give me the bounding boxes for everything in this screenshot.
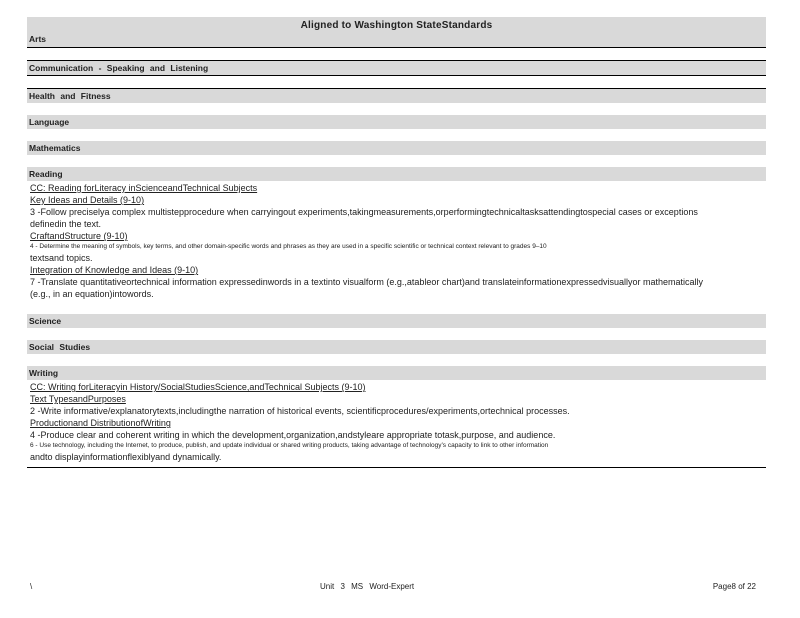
reading-item-3: 3 -Follow preciselya complex multistepprocedure when carryingout experiments,takingmeasurements,orperformingtechnicaltasksattendingtospecial cases or exceptions xyxy=(30,207,698,217)
reading-subheading-key-ideas: Key Ideas and Details (9-10) xyxy=(30,195,145,205)
category-reading: Reading xyxy=(27,167,766,181)
footer-center: Unit 3 MS Word-Expert xyxy=(320,582,415,591)
reading-item-4: 4 - Determine the meaning of symbols, key terms, and other domain-specific words and phrases as they are used in a specific scientific or technical context relevant to grades 9–10 xyxy=(30,243,547,250)
title-band xyxy=(27,17,766,47)
reading-item-7: 7 -Translate quantitativeortechnical information expressedinwords in a textinto visualform (e.g.,atableor chart)and translateinformationexpressedvisuallyor mathematically xyxy=(30,277,703,287)
category-social-studies: Social Studies xyxy=(27,340,766,354)
page-footer xyxy=(30,582,756,594)
writing-item-4: 4 -Produce clear and coherent writing in which the development,organization,andstyleare appropriate totask,purpose, and audience. xyxy=(30,430,556,440)
category-science: Science xyxy=(27,314,766,328)
reading-item-3-cont: definedin the text. xyxy=(30,219,102,229)
reading-item-7-cont: (e.g., in an equation)intowords. xyxy=(30,289,154,299)
writing-subheading-text-types: Text TypesandPurposes xyxy=(30,394,126,404)
page-title: Aligned to Washington StateStandards xyxy=(300,20,493,31)
category-health: Health and Fitness xyxy=(27,89,766,103)
footer-left: \ xyxy=(30,582,33,591)
category-writing: Writing xyxy=(27,366,766,380)
reading-item-4-cont: textsand topics. xyxy=(30,253,93,263)
writing-standards xyxy=(27,380,766,467)
category-mathematics: Mathematics xyxy=(27,141,766,155)
reading-subheading-craft: CraftandStructure (9-10) xyxy=(30,231,128,241)
writing-item-2: 2 -Write informative/explanatorytexts,includingthe narration of historical events, scientificprocedures/experiments,ortechnical processes. xyxy=(30,406,570,416)
standards-page xyxy=(27,17,766,468)
writing-item-6: 6 - Use technology, including the Internet, to produce, publish, and update individual or shared writing products, taking advantage of technology’s capacity to link to other information xyxy=(30,442,549,449)
divider xyxy=(27,467,766,468)
reading-subheading-integration: Integration of Knowledge and Ideas (9-10) xyxy=(30,265,199,275)
category-arts: Arts xyxy=(29,34,47,44)
writing-item-6-cont: andto displayinformationflexiblyand dynamically. xyxy=(30,452,222,462)
category-communication: Communication - Speaking and Listening xyxy=(27,61,766,75)
category-language: Language xyxy=(27,115,766,129)
writing-subheading-production: Productionand DistributionofWriting xyxy=(30,418,171,428)
reading-cc-title: CC: Reading forLiteracy inScienceandTechnical Subjects xyxy=(30,183,258,193)
reading-standards xyxy=(27,181,766,304)
footer-page-number: Page8 of 22 xyxy=(712,582,756,591)
writing-cc-title: CC: Writing forLiteracyin History/SocialStudiesScience,andTechnical Subjects (9-10) xyxy=(30,382,366,392)
